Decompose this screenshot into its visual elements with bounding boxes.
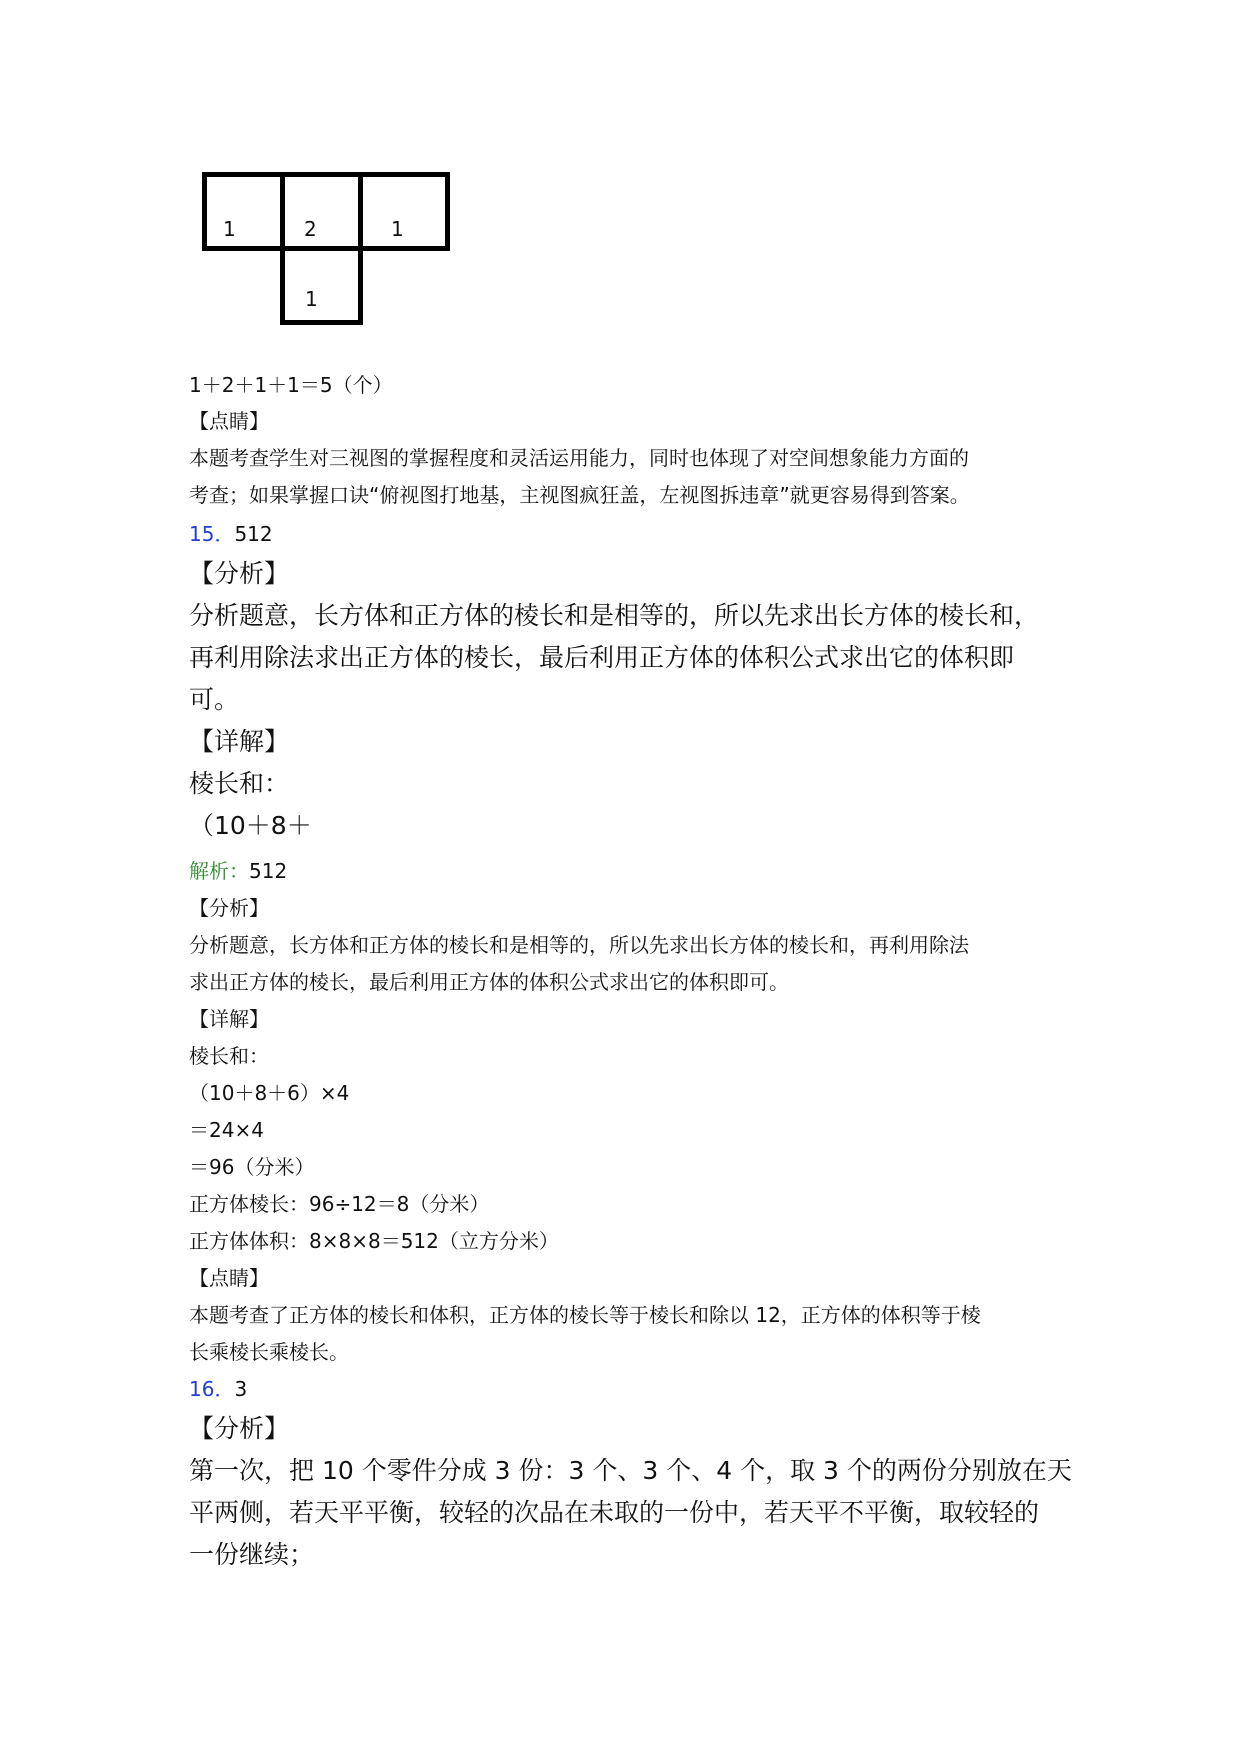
diagram-cell	[280, 246, 363, 325]
diagram-cell	[358, 172, 450, 251]
section-label: 【详解】	[189, 1007, 269, 1031]
text-line: 平两侧，若天平平衡，较轻的次品在未取的一份中，若天平不平衡，取较轻的	[189, 1498, 1040, 1527]
text-line: 本题考查了正方体的棱长和体积，正方体的棱长等于棱长和除以 12，正方体的体积等于棱	[189, 1303, 981, 1327]
question-answer: 3	[234, 1377, 248, 1401]
calc-line: （10＋8＋6）×4	[189, 1081, 350, 1105]
text-line: 考查；如果掌握口诀“俯视图打地基，主视图疯狂盖，左视图拆违章”就更容易得到答案。	[189, 483, 970, 507]
question-number: 16．	[189, 1377, 235, 1401]
text-line: 求出正方体的棱长，最后利用正方体的体积公式求出它的体积即可。	[189, 970, 789, 994]
calc-line: ＝24×4	[189, 1118, 264, 1142]
text-line: 棱长和：	[189, 769, 290, 798]
analysis-answer: 512	[249, 859, 288, 883]
text-line: 一份继续；	[189, 1540, 315, 1569]
question-15-header	[189, 522, 273, 546]
diagram-cell-number: 1	[391, 217, 404, 241]
section-label: 【详解】	[189, 727, 290, 756]
text-line: 长乘棱长乘棱长。	[189, 1340, 349, 1364]
calc-line: ＝96（分米）	[189, 1155, 315, 1179]
text-line: （10＋8＋	[189, 811, 312, 840]
diagram-cell-number: 2	[304, 217, 317, 241]
text-line: 可。	[189, 685, 240, 714]
text-line: 分析题意，长方体和正方体的棱长和是相等的，所以先求出长方体的棱长和，	[189, 601, 1040, 630]
section-label: 【点睛】	[189, 409, 269, 433]
question-answer: 512	[234, 522, 273, 546]
diagram-cell	[280, 172, 363, 251]
text-line: 本题考查学生对三视图的掌握程度和灵活运用能力，同时也体现了对空间想象能力方面的	[189, 446, 969, 470]
calc-line: 正方体棱长：96÷12＝8（分米）	[189, 1192, 490, 1216]
diagram-cell-number: 1	[223, 217, 236, 241]
calc-line: 1＋2＋1＋1＝5（个）	[189, 373, 393, 397]
text-line: 棱长和：	[189, 1044, 269, 1068]
text-line: 分析题意，长方体和正方体的棱长和是相等的，所以先求出长方体的棱长和，再利用除法	[189, 933, 969, 957]
diagram-cell	[202, 172, 285, 251]
text-line: 再利用除法求出正方体的棱长，最后利用正方体的体积公式求出它的体积即	[189, 643, 1015, 672]
calc-line: 正方体体积：8×8×8＝512（立方分米）	[189, 1229, 559, 1253]
section-label: 【分析】	[189, 559, 290, 588]
analysis-header	[189, 859, 287, 883]
analysis-label: 解析：	[189, 859, 249, 883]
question-16-header	[189, 1377, 247, 1401]
question-number: 15．	[189, 522, 235, 546]
text-line: 第一次，把 10 个零件分成 3 份：3 个、3 个、4 个，取 3 个的两份分别放在天	[189, 1456, 1072, 1485]
diagram-cell-number: 1	[305, 287, 318, 311]
section-label: 【分析】	[189, 896, 269, 920]
section-label: 【分析】	[189, 1414, 290, 1443]
section-label: 【点睛】	[189, 1266, 269, 1290]
